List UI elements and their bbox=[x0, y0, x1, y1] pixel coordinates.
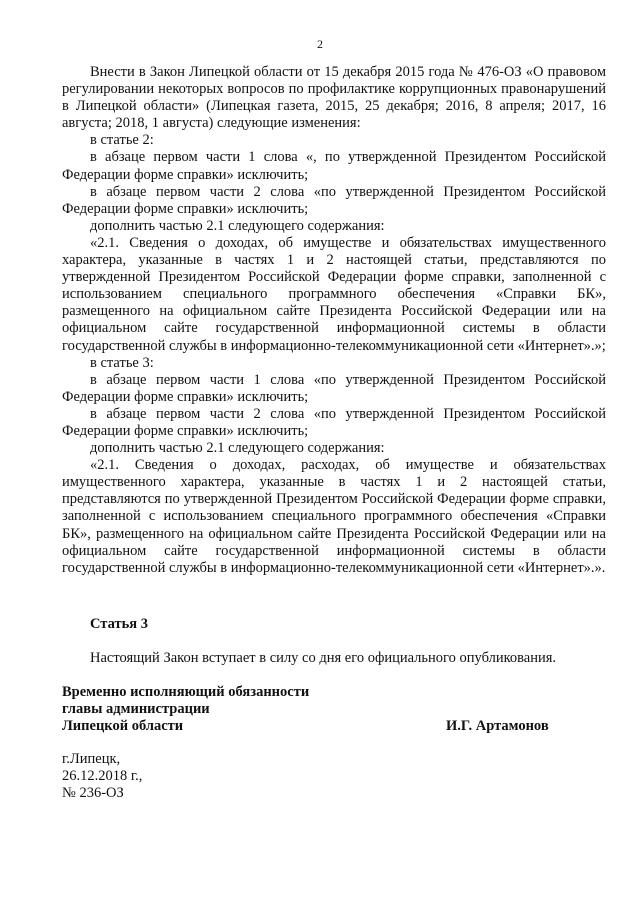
signer-title-line: главы администрации bbox=[62, 701, 210, 717]
article-2-part-2-change: в абзаце первом части 2 слова «по утвержденной Президентом Российской Федерации форме справки» исключить; bbox=[62, 183, 606, 217]
law-number-line: № 236-ОЗ bbox=[62, 785, 124, 801]
signature-block bbox=[62, 684, 606, 735]
article-3-part-1-change: в абзаце первом части 1 слова «по утвержденной Президентом Российской Федерации форме справки» исключить; bbox=[62, 371, 606, 405]
law-amendments-body bbox=[62, 64, 606, 577]
article-2-part-2-1-text: «2.1. Сведения о доходах, об имуществе и обязательствах имущественного характера, указанные в частях 1 и 2 настоящей статьи, представляются по утвержденной Президентом Российской Федерации форме справки, заполненной с использованием специального программного обеспечения «Справки БК», размещенного на официальном сайте Президента Российской Федерации или на официальном сайте государственной информационной системы в области государственной службы в информационно-телекоммуникационной сети «Интернет».»; bbox=[62, 234, 606, 354]
article-3-addition-intro: дополнить частью 2.1 следующего содержания: bbox=[90, 440, 385, 457]
place-date-number-block bbox=[62, 751, 142, 802]
article-2-addition-intro: дополнить частью 2.1 следующего содержания: bbox=[90, 217, 385, 234]
entry-into-force-text: Настоящий Закон вступает в силу со дня его официального опубликования. bbox=[90, 650, 557, 666]
article-2-part-1-change: в абзаце первом части 1 слова «, по утвержденной Президентом Российской Федерации форме справки» исключить; bbox=[62, 149, 606, 183]
article-3-part-2-1-text: «2.1. Сведения о доходах, расходах, об имуществе и обязательствах имущественного характера, указанные в частях 1 и 2 настоящей статьи, представляются по утвержденной Президентом Российской Федерации форме справки, заполненной с использованием специального программного обеспечения «Справки БК», размещенного на официальном сайте Президента Российской Федерации или на официальном сайте государственной информационной системы в области государственной службы в информационно-телекоммуникационной сети «Интернет».». bbox=[62, 457, 606, 576]
place-line: г.Липецк, bbox=[62, 751, 121, 767]
signer-name: И.Г. Артамонов bbox=[446, 718, 549, 734]
page-number: 2 bbox=[317, 37, 323, 51]
signer-title-line: Липецкой области bbox=[62, 718, 184, 734]
article-3-part-2-change: в абзаце первом части 2 слова «по утвержденной Президентом Российской Федерации форме справки» исключить; bbox=[62, 405, 606, 439]
intro-paragraph: Внести в Закон Липецкой области от 15 декабря 2015 года № 476-ОЗ «О правовом регулировании некоторых вопросов по профилактике коррупционных правонарушений в Липецкой области» (Липецкая газета, 2015, 25 декабря; 2016, 8 апреля; 2017, 16 августа; 2018, 1 августа) следующие изменения: bbox=[62, 64, 606, 132]
article-3-title: Статья 3 bbox=[90, 616, 148, 632]
article-2-heading-line: в статье 2: bbox=[90, 132, 154, 149]
article-3-heading-line: в статье 3: bbox=[90, 354, 154, 371]
signer-title-line: Временно исполняющий обязанности bbox=[62, 684, 310, 700]
date-line: 26.12.2018 г., bbox=[62, 768, 143, 784]
